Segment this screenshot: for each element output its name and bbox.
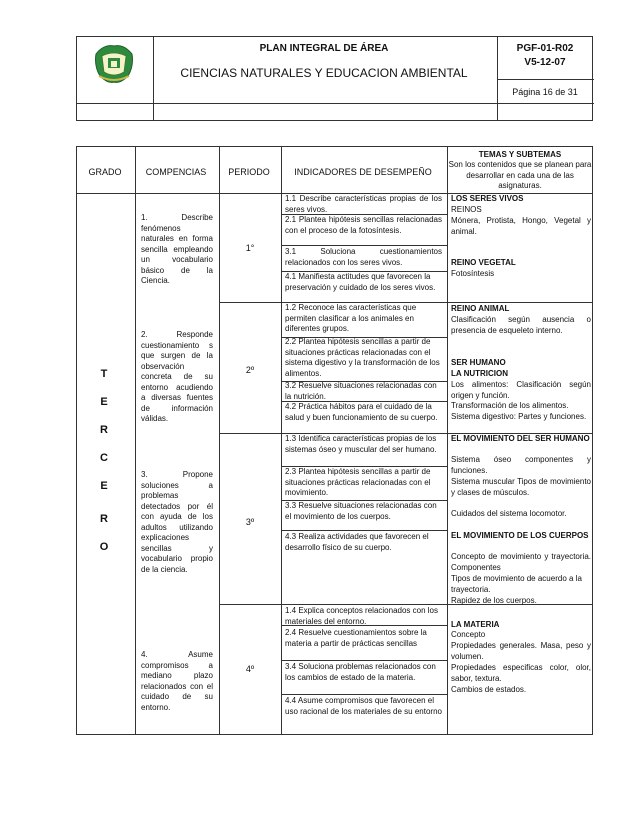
grado-letter: E <box>100 480 108 492</box>
grado-letter: R <box>100 513 108 525</box>
header-periodo: PERIODO <box>228 167 270 177</box>
header-temas: TEMAS Y SUBTEMAS <box>478 150 562 159</box>
tema-text: Sistema muscular Tipos de movimiento y clases de músculos. <box>451 477 591 497</box>
indicador-3-3: 3.3 Resuelve situaciones relacionadas con el movimiento de los cuerpos. <box>285 501 437 521</box>
indicador-4-1: 4.1 Manifiesta actitudes que favorecen la preservación y cuidado de los seres vivos. <box>285 272 436 292</box>
periodo-4: 4º <box>245 664 255 674</box>
indicador-3-1: 3.1 Soluciona cuestionamientos relacionados con los seres vivos. <box>285 247 442 267</box>
indicador-1-4: 1.4 Explica conceptos relacionados con los materiales del entorno. <box>285 606 438 626</box>
indicador-1-3: 1.3 Identifica características propias de los sistemas óseo y muscular del ser humano. <box>285 434 437 454</box>
tema-text: Clasificación según ausencia o presencia de esqueleto interno. <box>451 315 591 335</box>
grado-letter: E <box>100 396 108 408</box>
plan-title: PLAN INTEGRAL DE ÁREA <box>259 43 389 54</box>
page-number: Página 16 de 31 <box>512 87 578 97</box>
tema-text: Cuidados del sistema locomotor. <box>451 509 567 518</box>
periodo-3: 3º <box>245 517 255 527</box>
grado-letter: T <box>100 368 108 380</box>
header-temas-description: Son los contenidos que se planean para desarrollar en cada una de las asignaturas. <box>448 160 592 190</box>
document-code: PGF-01-R02 <box>516 43 574 54</box>
tema-text: REINOS <box>451 205 482 214</box>
competencia-4: 4. Asume compromisos a mediano plazo relacionados con el cuidado de su entorno. <box>141 650 213 712</box>
tema-text: Concepto <box>451 630 486 639</box>
indicador-2-1: 2.1 Plantea hipótesis sencillas relacionadas con el proceso de la fotosíntesis. <box>285 215 442 235</box>
indicador-2-4: 2.4 Resuelve cuestionamientos sobre la materia a partir de prácticas sencillas <box>285 628 427 648</box>
plan-subtitle: CIENCIAS NATURALES Y EDUCACION AMBIENTAL <box>180 66 468 80</box>
tema-title: EL MOVIMIENTO DEL SER HUMANO <box>451 434 590 443</box>
tema-title: LOS SERES VIVOS <box>451 194 524 203</box>
header-indicadores: INDICADORES DE DESEMPEÑO <box>294 167 432 177</box>
indicador-4-3: 4.3 Realiza actividades que favorecen el desarrollo físico de su cuerpo. <box>285 532 429 552</box>
indicador-4-4: 4.4 Asume compromisos que favorecen el uso racional de los materiales de su entorno <box>285 696 442 716</box>
indicador-1-1: 1.1 Describe características propias de los seres vivos. <box>285 194 442 214</box>
tema-text: Rapidez de los cuerpos. <box>451 596 537 605</box>
competencia-2: 2. Responde cuestionamiento s que surgen de la observación concreta de su entorno acudiendo a diversas fuentes de información válidas. <box>141 330 213 423</box>
tema-text: Propiedades especificas color, olor, sabor, textura. <box>451 663 591 683</box>
periodo-2: 2º <box>245 365 255 375</box>
tema-text: Mónera, Protista, Hongo, Vegetal y animal. <box>451 216 591 236</box>
school-crest-icon <box>90 40 138 86</box>
indicador-1-2: 1.2 Reconoce las características que permiten clasificar a los animales en diferentes grupos. <box>285 303 417 333</box>
competencia-3: 3. Propone soluciones a problemas detectados por él con ayuda de los adultos utilizando explicaciones sencillas y vocabulario propio de la ciencia. <box>141 470 213 574</box>
indicador-4-2: 4.2 Práctica hábitos para el cuidado de la salud y buen funcionamiento de su cuerpo. <box>285 402 438 422</box>
competencia-1: 1. Describe fenómenos naturales en forma sencilla empleando un vocabulario básico de la Ciencia. <box>141 213 213 285</box>
tema-title: REINO ANIMAL <box>451 304 510 313</box>
tema-text: Los alimentos: Clasificación según origen y función. <box>451 380 591 400</box>
document-version: V5-12-07 <box>524 57 566 68</box>
periodo-1: 1° <box>245 243 255 253</box>
header-competencias: COMPENCIAS <box>145 167 207 177</box>
tema-text: Concepto de movimiento y trayectoria. Componentes <box>451 552 591 572</box>
tema-title: REINO VEGETAL <box>451 258 516 267</box>
indicador-2-3: 2.3 Plantea hipótesis sencillas a partir de situaciones prácticas relacionadas con el movimiento. <box>285 467 431 497</box>
tema-title: LA MATERIA <box>451 620 500 629</box>
indicador-3-4: 3.4 Soluciona problemas relacionados con los cambios de estado de la materia. <box>285 662 436 682</box>
tema-text: Sistema óseo componentes y funciones. <box>451 455 591 475</box>
header-grado: GRADO <box>88 167 122 177</box>
tema-text: Tipos de movimiento de acuerdo a la trayectoria. <box>451 574 582 594</box>
grado-letter: O <box>99 541 109 553</box>
indicador-2-2: 2.2 Plantea hipótesis sencillas a partir de situaciones prácticas relacionadas con el sistema digestivo y la transformación de los alimentos. <box>285 337 440 378</box>
tema-title: LA NUTRICION <box>451 369 509 378</box>
tema-text: Fotosíntesis <box>451 269 495 278</box>
tema-text: Transformación de los alimentos. <box>451 401 569 410</box>
tema-text: Cambios de estados. <box>451 685 527 694</box>
tema-title: EL MOVIMIENTO DE LOS CUERPOS <box>451 531 589 540</box>
tema-title: SER HUMANO <box>451 358 506 367</box>
indicador-3-2: 3.2 Resuelve situaciones relacionadas con la nutrición. <box>285 381 437 401</box>
grado-letter: C <box>100 452 108 464</box>
grado-letter: R <box>100 424 108 436</box>
tema-text: Propiedades generales. Masa, peso y volumen. <box>451 641 591 661</box>
tema-text: Sistema digestivo: Partes y funciones. <box>451 412 587 421</box>
